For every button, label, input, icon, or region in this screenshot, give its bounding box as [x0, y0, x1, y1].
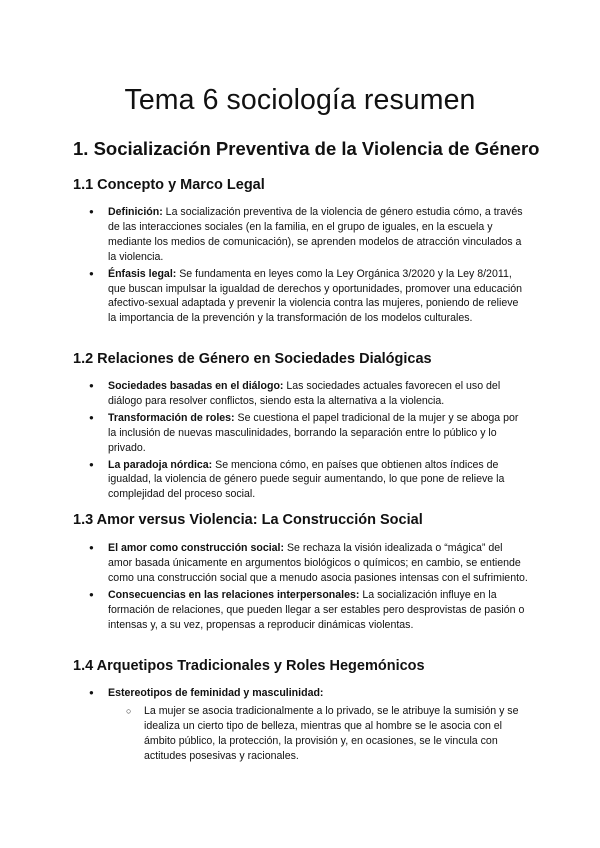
item-term: Definición:	[108, 206, 163, 218]
list-item	[108, 379, 528, 409]
item-term: Énfasis legal:	[108, 267, 177, 280]
bullet-list-1-4	[108, 686, 528, 766]
subsection-title-1-3: 1.3 Amor versus Violencia: La Construcción Social	[73, 512, 423, 528]
subsection-title-1-2: 1.2 Relaciones de Género en Sociedades Dialógicas	[73, 351, 432, 367]
item-term: El amor como construcción social:	[108, 542, 285, 554]
item-text: Las sociedades actuales favorecen el uso del diálogo para resolver conflictos, siendo esta la alternativa a la violencia.	[108, 380, 501, 407]
bullet-list-1-1	[108, 205, 528, 328]
list-item	[108, 411, 528, 456]
item-term: Consecuencias en las relaciones interpersonales:	[108, 588, 360, 601]
item-term: Sociedades basadas en el diálogo:	[108, 380, 284, 392]
document-title: Tema 6 sociología resumen	[124, 84, 476, 116]
list-item	[108, 205, 528, 265]
item-term: La paradoja nórdica:	[108, 458, 213, 471]
item-text: La socialización influye en la formación de relaciones, que pueden llegar a ser estables pero desprovistas de pasión o intensas y, a su vez, propensas a reproducir dinámicas violentas.	[108, 588, 525, 631]
list-item	[108, 458, 528, 503]
item-text: La socialización preventiva de la violencia de género estudia cómo, a través de las interacciones sociales (en la familia, en el grupo de iguales, en la escuela y mediante los medios de comunicación), se aprenden modelos de atracción vinculados a la violencia.	[108, 206, 523, 263]
sub-list-item: ○ La mujer se asocia tradicionalmente a lo privado, se le atribuye la sumisión y se idealiza un cierto tipo de belleza, mientras que al hombre se le asocia con el ámbito público, la protección, la provisión y, en ocasiones, se le vincula con actitudes posesivas y racionales.	[144, 704, 528, 764]
section-heading: 1. Socialización Preventiva de la Violencia de Género	[73, 138, 540, 159]
list-item	[108, 541, 528, 586]
item-text: Se rechaza la visión idealizada o “mágica” del amor basada únicamente en argumentos biológicos o químicos; en cambio, se entiende como una construcción social que a menudo asocia pasiones intensas con el sufrimiento.	[108, 542, 528, 584]
bullet-list-1-2	[108, 379, 528, 504]
item-text: Se menciona cómo, en países que obtienen altos índices de igualdad, la violencia de género puede seguir aumentando, lo que pone de relieve la complejidad del proceso social.	[108, 458, 505, 501]
list-item	[108, 588, 528, 633]
subsection-title-1-4: 1.4 Arquetipos Tradicionales y Roles Hegemónicos	[73, 658, 425, 674]
item-term: Estereotipos de feminidad y masculinidad:	[108, 687, 324, 699]
subsection-title-1-1: 1.1 Concepto y Marco Legal	[73, 177, 265, 193]
item-text: Se fundamenta en leyes como la Ley Orgánica 3/2020 y la Ley 8/2011, que buscan impulsar la igualdad de derechos y oportunidades, promover una educación afectivo-sexual adaptada y prevenir la violencia contra las mujeres, poniendo de relieve la importancia de la prevención y la transformación de los modelos culturales.	[108, 267, 523, 325]
list-item	[108, 267, 528, 327]
list-item	[108, 686, 528, 764]
item-text: Se cuestiona el papel tradicional de la mujer y se aboga por la inclusión de nuevas masculinidades, borrando la separación entre lo público y lo privado.	[108, 411, 519, 454]
item-term: Transformación de roles:	[108, 411, 235, 424]
bullet-list-1-3	[108, 541, 528, 634]
sub-bullet-list	[108, 704, 528, 764]
